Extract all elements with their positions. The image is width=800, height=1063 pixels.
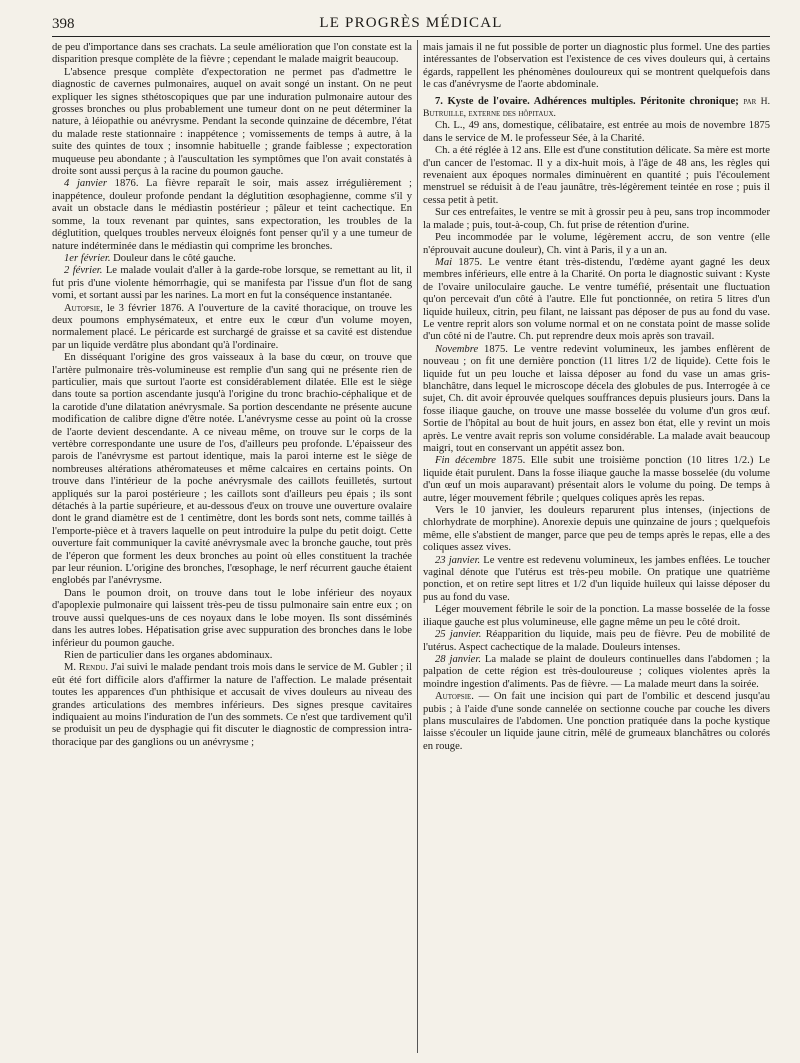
page-number: 398 <box>52 16 75 32</box>
date-label: 23 janvier. <box>435 554 481 566</box>
paragraph <box>423 42 770 92</box>
right-column <box>423 42 770 1053</box>
section-author: par H. Butruille, externe des hôpitaux. <box>423 95 770 120</box>
column-divider <box>417 40 418 1053</box>
paragraph <box>52 42 412 67</box>
paragraph-text: 1876. La fièvre reparaît le soir, mais assez irrégulièrement ; inappétence, douleur profonde pendant la déglutition œsophagienne, comme s'il y avait un obstacle dans le médiastin postérieur ; pâleur et teint cachectique. En somme, la toux revenant par quintes, sans expectoration, les troubles de la déglutition, quelques troubles nerveux éloignés font penser qu'il y a une tumeur de nature indéterminée dans le médiastin qui comprime les bronches. <box>52 178 412 252</box>
paragraph-text: mais jamais il ne fut possible de porter un diagnostic plus formel. Une des parties intéressantes de l'observation est l'existence de ces vives douleurs qui, à certains égards, rappellent les phénomènes douloureux qui se montrent quelquefois dans le cas d'anévrysme de l'aorte abdominale. <box>423 42 770 91</box>
paragraph-text: Vers le 10 janvier, les douleurs reparurent plus intenses, (injections de chlorhydrate de morphine). Anorexie depuis une quinzaine de jours ; quelquefois même, elle s'abstient de manger, parce que peu de temps après le repas, elle a des coliques assez vives. <box>423 505 770 554</box>
paragraph-text: Ch. L., 49 ans, domestique, célibataire, est entrée au mois de novembre 1875 dans le service de M. le professeur Sée, à la Charité. <box>423 120 770 144</box>
paragraph-text: Le ventre est redevenu volumineux, les jambes enflées. Le toucher vaginal dénote que l'utérus est très-peu mobile. On pratique une quatrième ponction, et on retire sept litres et 1/2 d'un liquide huileux qui laisse déposer du pus au fond du vase. <box>423 554 770 603</box>
paragraph-text: de peu d'importance dans ses crachats. La seule amélioration que l'on constate est la disparition presque complète de la fièvre ; cependant le malade maigrit beaucoup. <box>52 42 412 66</box>
paragraph-text: J'ai suivi le malade pendant trois mois dans le service de M. Gubler ; il eût été fort difficile alors d'affirmer la nature de l'affection. Le malade présentait toutes les apparences d'un phthisique et accusait de vives douleurs au niveau des grandes articulations des membres inférieurs. Des signes presque cavitaires indiquaient au moins l'induration de l'un des sommets. Ce n'est que tardivement qu'il se produisit un peu de dysphagie qui fit discuter le diagnostic de compression intra-thoracique par des ganglions ou un anévrysme ; <box>52 662 412 748</box>
date-label: Novembre <box>435 343 479 355</box>
paragraph-text: Sur ces entrefaites, le ventre se mit à grossir peu à peu, sans trop incommoder la malade ; puis, tout-à-coup, Ch. fut prise de rétention d'urine. <box>423 207 770 231</box>
paragraph <box>52 253 412 265</box>
paragraph-text: — On fait une incision qui part de l'ombilic et descend jusqu'au pubis ; à l'aide d'une sonde cannelée on sectionne couche par couche les divers plans musculaires de l'abdomen. Une ponction pratiquée dans la poche kystique laisse s'écouler un liquide jaune citrin, mêlé de grumeaux blanchâtres ou colorés en rouge. <box>423 691 770 752</box>
paragraph <box>52 352 412 588</box>
paragraph <box>52 265 412 302</box>
date-label: Fin décembre <box>435 455 496 467</box>
paragraph <box>423 344 770 456</box>
paragraph-text: 1875. Le ventre étant très-distendu, l'œdème ayant gagné les deux membres inférieurs, elle entre à la Charité. On porta le diagnostic suivant : Kyste de l'ovaire uniloculaire gauche. Le ventre tuméfié, présentait une fluctuation qu'on percevait d'un côté à l'autre. Elle fut ponctionnée, on retira 5 litres d'un liquide huileux, citrin, peu filant, ne laissant pas déposer de pus au fond du vase. Le ventre reprit alors son volume normal et on ne constata point de masse solide d'un côté ni de l'autre. Ch. put reprendre deux mois après son travail. <box>423 256 770 343</box>
paragraph <box>423 207 770 232</box>
date-label: 2 février. <box>64 265 103 277</box>
paragraph-text: Peu incommodée par le volume, légèrement accru, de son ventre (elle n'éprouvait aucune douleur), Ch. vint à Paris, il y a un an. <box>423 232 770 256</box>
paragraph <box>423 232 770 257</box>
paragraph-text: Douleur dans le côté gauche. <box>113 252 236 264</box>
paragraph-text: Léger mouvement fébrile le soir de la ponction. La masse bosselée de la fosse iliaque gauche est plus volumineuse, elle gagne même un peu le côté droit. <box>423 604 770 628</box>
journal-title: LE PROGRÈS MÉDICAL <box>319 15 503 31</box>
paragraph-text: le 3 février 1876. A l'ouverture de la cavité thoracique, on trouve les deux poumons emphysémateux, et entre eux le cœur d'un volume moyen, normalement placé. Le péricarde est surchargé de graisse et sa cavité est distendue par un liquide verdâtre plus abondant qu'à l'ordinaire. <box>52 302 412 351</box>
paragraph <box>423 654 770 691</box>
section-title: 7. Kyste de l'ovaire. Adhérences multiples. Péritonite chronique; <box>435 95 739 107</box>
paragraph-text: Ch. a été réglée à 12 ans. Elle est d'une constitution délicate. Sa mère est morte d'un cancer de l'estomac. Il y a dix-huit mois, à l'âge de 48 ans, les règles qui revenaient aux époques normales diminuèrent en quantité ; puis l'écoulement menstruel se réduisit à de l'eau jaunâtre, très-légèrement teintée en rose ; puis il cessa petit à petit. <box>423 145 770 206</box>
date-label: 25 janvier. <box>435 629 482 641</box>
run-in-label: M. Rendu. <box>64 662 108 674</box>
paragraph <box>423 120 770 145</box>
paragraph-text: 1875. Elle subit une troisième ponction (10 litres 1/2.) Le liquide était purulent. Dans la fosse iliaque gauche la masse bosselée (du volume d'un œuf un mois auparavant) présentait alors le volume du poing. De temps à autre, léger mouvement fébrile ; quelques coliques après les repas. <box>423 455 770 504</box>
paragraph-text: En disséquant l'origine des gros vaisseaux à la base du cœur, on trouve que l'artère pulmonaire très-volumineuse est remplie d'un sang qui ne présente rien de particulier, mais que surtout l'aorte est considérablement dilatée. Elle est le siège dans toute sa portion ascendante jusqu'à l'origine du tronc brachio-céphalique et de la carotide d'une dilatation anévrysmale. Sa portion descendante ne présente aucune modification de calibre digne d'être notée. L'anévrysme cesse au point où la crosse de l'aorte devient descendante. A ce niveau même, on trouve sur le corps de la vertèbre correspondante une usure de l'os, d'ailleurs peu profonde. L'épaisseur des parois de l'anévrysme est partout identique, mais la paroi interne est le siège de nombreuses altérations athéromateuses et même calcaires en certains points. On trouve dans l'intérieur de la poche anévrysmale des caillots feuilletés, surtout appliqués sur la paroi postérieure ; les caillots sont d'ailleurs peu épais ; ils sont détachés à la partie supérieure, et au-dessous d'eux on trouve une ouverture ovalaire dont le grand diamètre est de 1 centimètre, dont les bords sont nets, comme taillés à l'emporte-pièce et à travers laquelle on peut introduire la pulpe du petit doigt. Cette ouverture fait communiquer la cavité anévrysmale avec la bronche gauche, tout près de l'éperon que forment les deux bronches au point où elles constituent la trachée par leur réunion. L'origine des bronches, l'œsophage, le nerf récurrent gauche étaient englobés par l'anévrysme. <box>52 352 412 587</box>
paragraph <box>423 257 770 344</box>
paragraph <box>52 178 412 252</box>
section-heading <box>423 96 770 121</box>
paragraph-text: Réapparition du liquide, mais peu de fièvre. Peu de mobilité de l'utérus. Aspect cachectique de la malade. Douleurs intenses. <box>423 629 770 653</box>
paragraph <box>423 505 770 555</box>
run-in-label: Autopsie. <box>435 691 474 703</box>
paragraph <box>423 691 770 753</box>
paragraph <box>52 650 412 662</box>
paragraph <box>423 604 770 629</box>
paragraph <box>52 588 412 650</box>
paragraph <box>52 303 412 353</box>
paragraph-text: 1875. Le ventre redevint volumineux, les jambes enflèrent de nouveau ; on fit une dernière ponction (11 litres 1/2 de liquide). Cette fois le liquide fut un peu louche et laissa déposer au fond du vase un amas gris-blanchâtre, dans lequel le microscope décela des globules de pus. Interrogée à ce sujet, Ch. dit avoir éprouvée quelques souffrances depuis plusieurs jours. Dans la fosse iliaque gauche, on trouve une masse bosselée du volume d'un gros œuf. Sortie de l'hôpital au bout de huit jours, en assez bon état, elle y revint un mois après. Le ventre avait repris son volume considérable. La malade avait beaucoup maigri, tout en conservant un appétit assez bon. <box>423 343 770 454</box>
paragraph <box>423 629 770 654</box>
date-label: 28 janvier. <box>435 653 481 665</box>
paragraph-text: Rien de particulier dans les organes abdominaux. <box>64 649 273 661</box>
paragraph <box>423 555 770 605</box>
left-column <box>52 42 412 1053</box>
paragraph-text: La malade se plaint de douleurs continuelles dans l'abdomen ; la palpation de cette région est très-douloureuse ; coliques violentes après la moindre ingestion d'aliments. Pas de fièvre. — La malade meurt dans la soirée. <box>423 653 770 690</box>
date-label: Mai <box>435 256 453 268</box>
paragraph <box>52 67 412 179</box>
paragraph <box>423 455 770 505</box>
paragraph-text: Dans le poumon droit, on trouve dans tout le lobe inférieur des noyaux d'apoplexie pulmonaire qui laissent très-peu de tissu pulmonaire sain entre eux ; on trouve aussi quelques-uns de ces noyaux dans le lobe moyen. Ils sont disséminés dans les autres lobes. Hépatisation grise avec suppuration des bronches dans le lobe inférieur du poumon gauche. <box>52 587 412 649</box>
page-header <box>52 14 770 37</box>
run-in-label: Autopsie, <box>64 302 103 314</box>
paragraph <box>52 662 412 749</box>
paragraph-text: L'absence presque complète d'expectoration ne permet pas d'admettre le diagnostic de cavernes pulmonaires, auquel on avait songé un instant. On ne peut expliquer les signes sthétoscopiques que par une induration pulmonaire autour des grosses bronches ou plus probablement une tumeur dont on ne peut déterminer la nature, à léiopathie ou anévrysme. Pendant la seconde quinzaine de décembre, l'état du malade reste stationnaire : inappétence ; vomissements de temps à autre, à la suite des quintes de toux ; insomnie habituelle ; grande faiblesse ; expectoration muqueuse peu abondante ; à l'auscultation les symptômes que l'on avait constatés à droite sont aussi perçus à la racine du poumon gauche. <box>52 66 412 178</box>
paragraph <box>423 145 770 207</box>
date-label: 4 janvier <box>64 178 107 190</box>
paragraph-text: Le malade voulait d'aller à la garde-robe lorsque, se remettant au lit, il fut pris d'une violente hémorrhagie, qui se manifesta par l'issue d'un flot de sang vomi, et sortant aussi par les narines. La mort en fut la conséquence instantanée. <box>52 265 412 302</box>
date-label: 1er février. <box>64 252 111 264</box>
